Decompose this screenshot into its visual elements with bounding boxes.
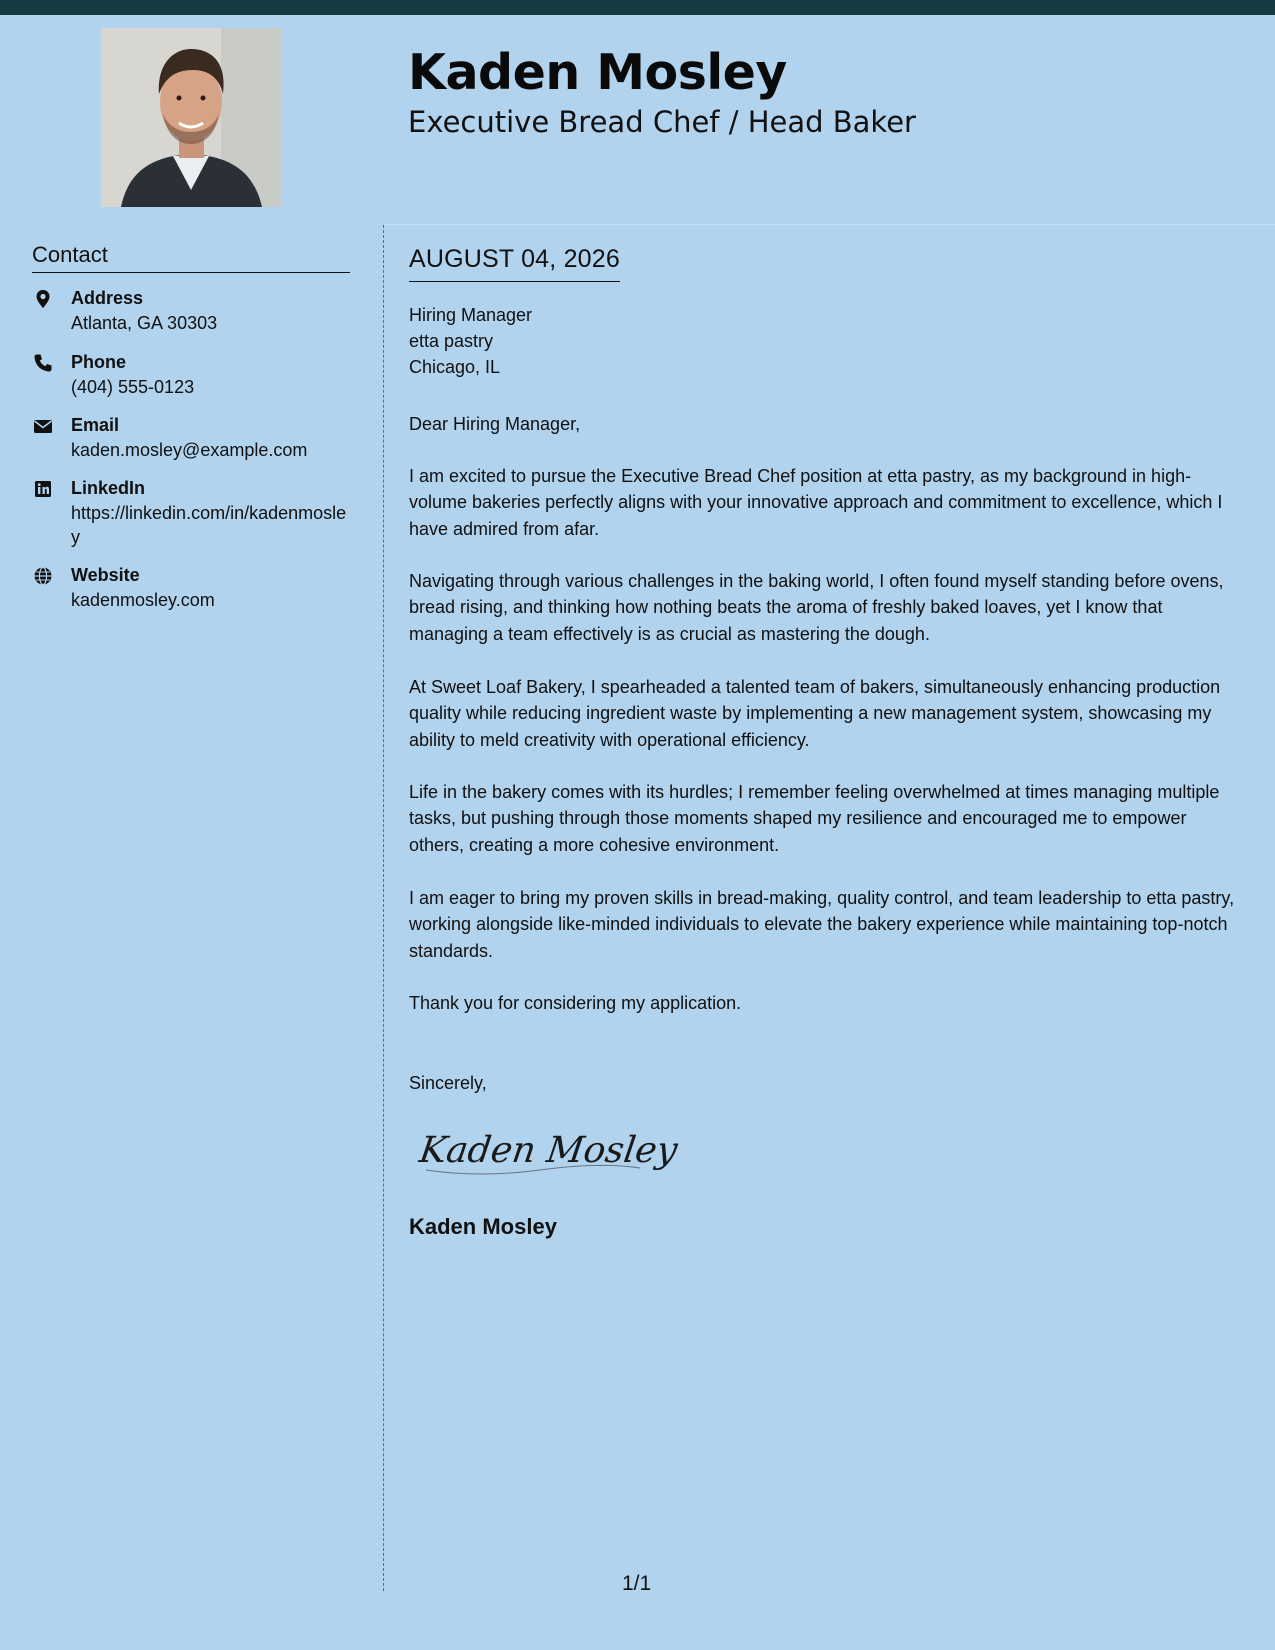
recipient-location: Chicago, IL <box>409 357 501 377</box>
letter-paragraph: Navigating through various challenges in the baking world, I often found myself standing before ovens, bread rising, and thinking how nothing beats the aroma of freshly baked loaves, yet I know that managing a team effectively is as crucial as mastering the dough. <box>409 571 1224 644</box>
salutation: Dear Hiring Manager, <box>409 414 581 434</box>
applicant-name: Kaden Mosley <box>408 44 787 101</box>
linkedin-icon <box>32 478 54 500</box>
closing: Sincerely, <box>409 1073 487 1093</box>
contact-label: Phone <box>71 352 127 372</box>
contact-label: Email <box>71 415 120 435</box>
recipient-name: Hiring Manager <box>409 305 533 325</box>
contact-value: Atlanta, GA 30303 <box>71 313 218 333</box>
letter-paragraph: Thank you for considering my application. <box>409 993 742 1013</box>
letter-paragraph: At Sweet Loaf Bakery, I spearheaded a talented team of bakers, simultaneously enhancing production quality while reducing ingredient waste by implementing a new management system, showcasing my ability to meld creativity with operational efficiency. <box>409 677 1221 750</box>
contact-label: LinkedIn <box>71 478 146 498</box>
contact-heading: Contact <box>32 240 350 273</box>
letter-date: AUGUST 04, 2026 <box>409 242 620 282</box>
contact-value: kaden.mosley@example.com <box>71 440 308 460</box>
globe-icon <box>32 565 54 587</box>
letter-paragraph: I am eager to bring my proven skills in bread-making, quality control, and team leadership to etta pastry, working alongside like-minded individuals to elevate the bakery experience while maintaining top-notch standards. <box>409 888 1235 961</box>
recipient-company: etta pastry <box>409 331 494 351</box>
handwritten-signature <box>416 1120 681 1185</box>
letter-paragraph: I am excited to pursue the Executive Bread Chef position at etta pastry, as my background in high-volume bakeries perfectly aligns with your innovative approach and commitment to excellence, which I have admired from afar. <box>409 466 1223 539</box>
profile-photo <box>101 28 282 207</box>
contact-value[interactable]: https://linkedin.com/in/kadenmosley <box>71 503 347 547</box>
contact-label: Website <box>71 565 140 585</box>
phone-icon <box>32 352 54 374</box>
applicant-job-title: Executive Bread Chef / Head Baker <box>408 105 916 139</box>
contact-value: (404) 555-0123 <box>71 377 195 397</box>
column-divider <box>383 225 384 1591</box>
page-number: 1/1 <box>622 1572 652 1595</box>
map-pin-icon <box>32 288 54 310</box>
contact-value[interactable]: kadenmosley.com <box>71 590 215 610</box>
letter-paragraph: Life in the bakery comes with its hurdles; I remember feeling overwhelmed at times managing multiple tasks, but pushing through those moments shaped my resilience and encouraged me to empower others, creating a more cohesive environment. <box>409 782 1220 855</box>
contact-label: Address <box>71 288 144 308</box>
envelope-icon <box>32 415 54 437</box>
header-divider <box>384 224 1275 225</box>
recipient-block <box>409 302 532 380</box>
top-accent-bar <box>0 0 1275 15</box>
svg-text:Kaden Mosley: Kaden Mosley <box>416 1128 681 1171</box>
signer-name: Kaden Mosley <box>409 1214 557 1239</box>
